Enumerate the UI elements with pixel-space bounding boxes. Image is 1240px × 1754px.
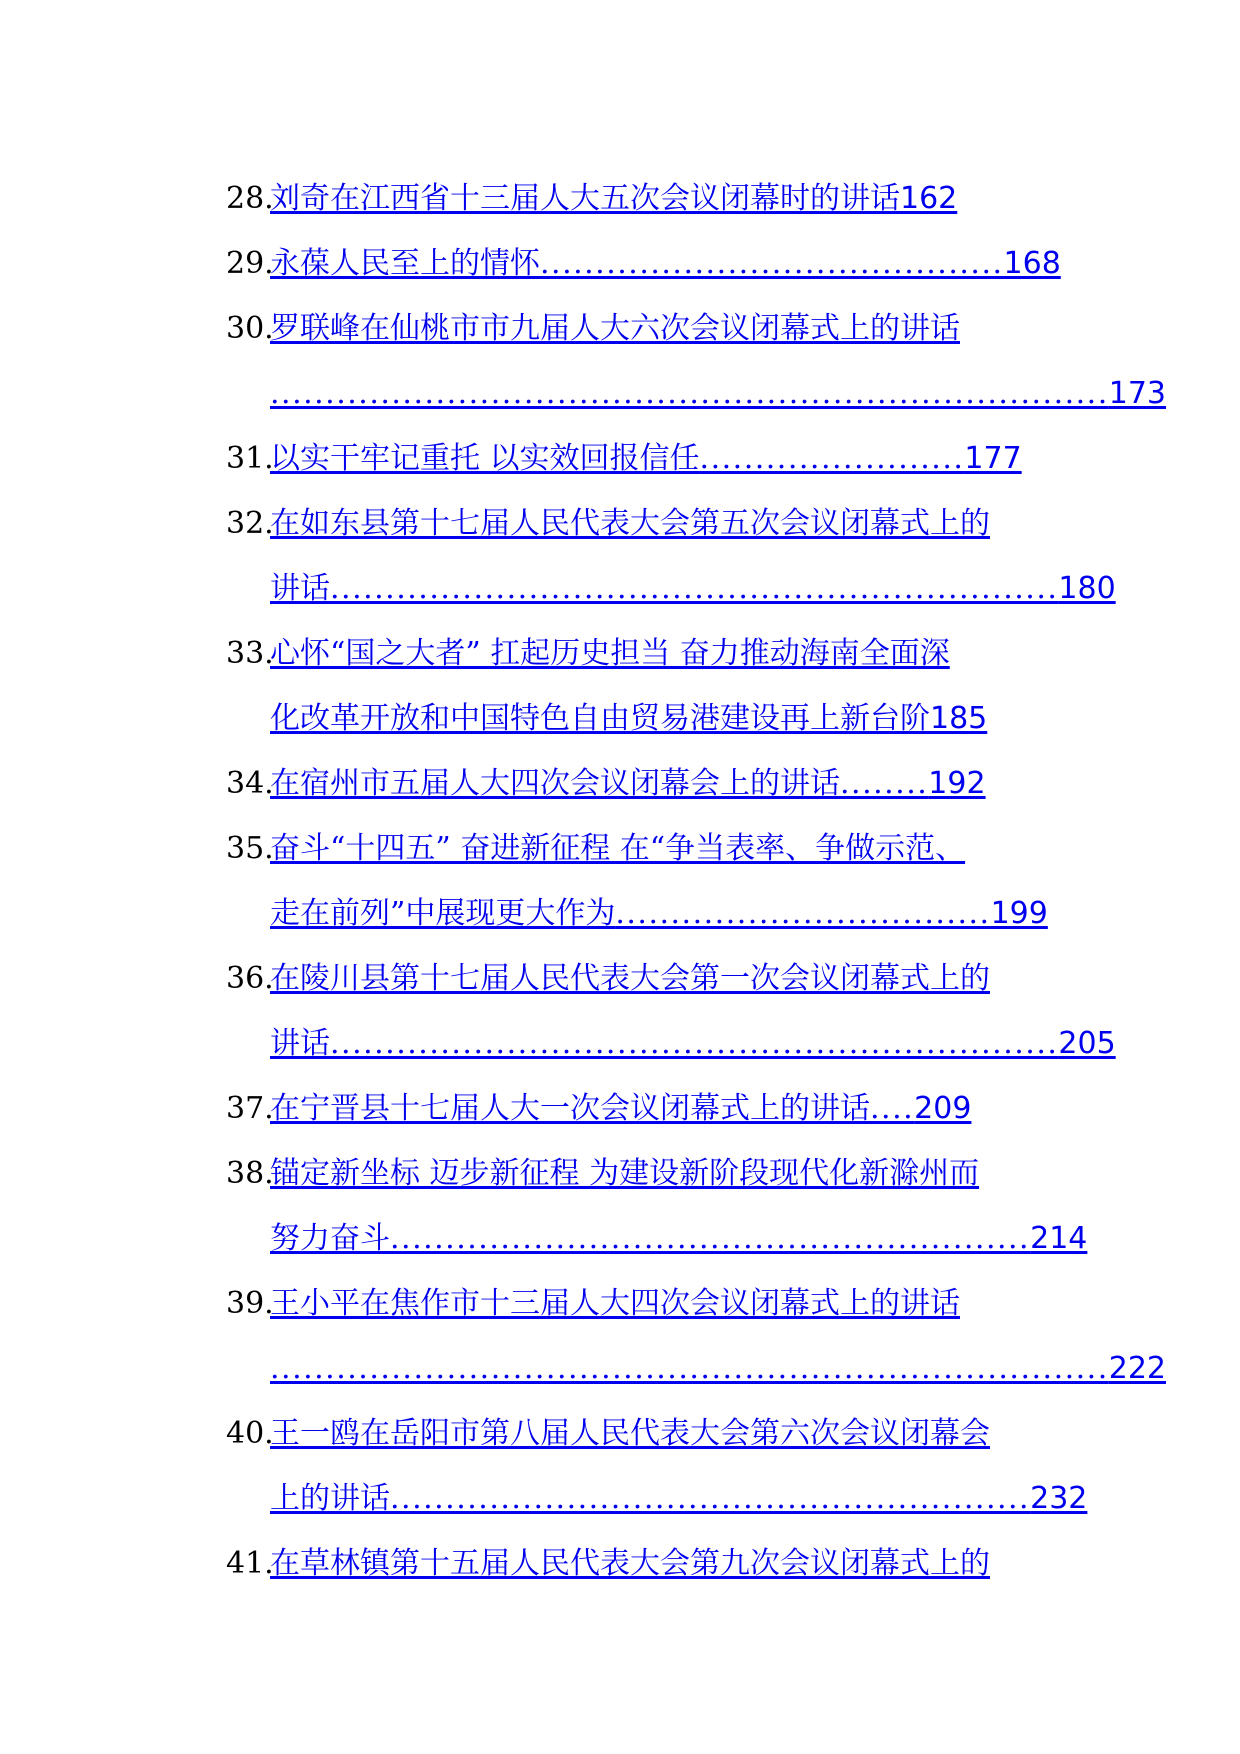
- toc-entry-number: 37.: [226, 1091, 274, 1126]
- toc-entry-number: 31.: [226, 441, 274, 476]
- toc-entry-link[interactable]: [270, 766, 986, 801]
- toc-entry-title: 刘奇在江西省十三届人大五次会议闭幕时的讲话: [270, 181, 900, 216]
- toc-page-number: 205: [1058, 1026, 1116, 1061]
- toc-entry-title: 王一鸥在岳阳市第八届人民代表大会第六次会议闭幕会: [270, 1416, 990, 1451]
- toc-dot-leader: ..................................: [615, 896, 991, 931]
- toc-entry-title: 在陵川县第十七届人民代表大会第一次会议闭幕式上的: [270, 961, 990, 996]
- toc-entry-number: 28.: [226, 181, 274, 216]
- toc-page-number: 168: [1003, 246, 1061, 281]
- toc-line: [226, 1271, 1146, 1336]
- toc-entry-link[interactable]: [270, 701, 987, 736]
- toc-page-number: 192: [928, 766, 986, 801]
- toc-dot-leader: ........: [840, 766, 929, 801]
- toc-dot-leader: ............................................................................: [270, 376, 1109, 411]
- toc-line: [226, 231, 1146, 296]
- toc-entry-link[interactable]: [270, 831, 965, 866]
- toc-entry-number: 36.: [226, 961, 274, 996]
- toc-line: [226, 166, 1146, 231]
- toc-entry-title: 上的讲话: [270, 1481, 390, 1516]
- toc-entry-link[interactable]: [270, 376, 1166, 411]
- toc-line: [226, 621, 1146, 686]
- toc-page-number: 232: [1030, 1481, 1088, 1516]
- toc-line: [226, 426, 1146, 491]
- toc-entry-title: 永葆人民至上的情怀: [270, 246, 540, 281]
- toc-page-number: 180: [1058, 571, 1116, 606]
- toc-entry-number: 41.: [226, 1546, 274, 1581]
- toc-line: [226, 361, 1167, 426]
- toc-entry-title: 讲话: [270, 1026, 330, 1061]
- toc-page-number: 214: [1030, 1221, 1088, 1256]
- toc-line: [226, 686, 1146, 751]
- toc-entry-title: 锚定新坐标 迈步新征程 为建设新阶段现代化新滁州而: [270, 1156, 980, 1191]
- toc-entry-link[interactable]: [270, 311, 960, 346]
- toc-entry-link[interactable]: [270, 1546, 990, 1581]
- toc-line: [226, 491, 1146, 556]
- toc-entry-link[interactable]: [270, 1221, 1087, 1256]
- toc-page-number: 199: [990, 896, 1048, 931]
- toc-dot-leader: ........................: [699, 441, 965, 476]
- toc-page-number: 177: [964, 441, 1022, 476]
- toc-dot-leader: ..........................................: [540, 246, 1004, 281]
- toc-page-number: 209: [914, 1091, 972, 1126]
- toc-dot-leader: ............................................................................: [270, 1351, 1109, 1386]
- toc-page-number: 222: [1108, 1351, 1167, 1386]
- toc-entry-link[interactable]: [270, 1156, 979, 1191]
- table-of-contents: [226, 166, 1167, 1596]
- toc-entry-number: 34.: [226, 766, 274, 801]
- toc-entry-link[interactable]: [270, 1351, 1166, 1386]
- toc-entry-link[interactable]: [270, 246, 1061, 281]
- toc-entry-link[interactable]: [270, 441, 1022, 476]
- toc-entry-title: 化改革开放和中国特色自由贸易港建设再上新台阶: [270, 701, 930, 736]
- toc-page-number: 173: [1108, 376, 1167, 411]
- toc-entry-number: 30.: [226, 311, 274, 346]
- toc-entry-title: 在宿州市五届人大四次会议闭幕会上的讲话: [270, 766, 840, 801]
- toc-line: [226, 816, 1146, 881]
- toc-line: [226, 1141, 1146, 1206]
- toc-entry-title: 心怀“国之大者” 扛起历史担当 奋力推动海南全面深: [270, 636, 950, 671]
- toc-line: [226, 556, 1146, 621]
- toc-entry-link[interactable]: [270, 896, 1048, 931]
- toc-line: [226, 1531, 1146, 1596]
- toc-line: [226, 1336, 1167, 1401]
- toc-entry-number: 40.: [226, 1416, 274, 1451]
- toc-entry-link[interactable]: [270, 571, 1116, 606]
- toc-entry-title: 努力奋斗: [270, 1221, 390, 1256]
- toc-entry-title: 在草林镇第十五届人民代表大会第九次会议闭幕式上的: [270, 1546, 990, 1581]
- toc-line: [226, 881, 1146, 946]
- toc-line: [226, 1401, 1146, 1466]
- toc-entry-number: 38.: [226, 1156, 274, 1191]
- toc-line: [226, 751, 1146, 816]
- toc-line: [226, 946, 1146, 1011]
- toc-entry-title: 走在前列”中展现更大作为: [270, 896, 616, 931]
- toc-dot-leader: ..........................................................: [390, 1221, 1031, 1256]
- toc-entry-number: 35.: [226, 831, 274, 866]
- toc-entry-link[interactable]: [270, 1026, 1116, 1061]
- toc-entry-link[interactable]: [270, 1091, 971, 1126]
- toc-entry-title: 王小平在焦作市十三届人大四次会议闭幕式上的讲话: [270, 1286, 960, 1321]
- toc-entry-link[interactable]: [270, 1286, 960, 1321]
- toc-entry-number: 33.: [226, 636, 274, 671]
- toc-entry-number: 39.: [226, 1286, 274, 1321]
- toc-entry-link[interactable]: [270, 506, 990, 541]
- toc-dot-leader: ..................................................................: [330, 1026, 1059, 1061]
- toc-entry-link[interactable]: [270, 636, 950, 671]
- toc-dot-leader: ..................................................................: [330, 571, 1059, 606]
- toc-entry-title: 在宁晋县十七届人大一次会议闭幕式上的讲话: [270, 1091, 870, 1126]
- toc-entry-number: 29.: [226, 246, 274, 281]
- toc-entry-title: 罗联峰在仙桃市市九届人大六次会议闭幕式上的讲话: [270, 311, 960, 346]
- toc-dot-leader: ....: [870, 1091, 915, 1126]
- toc-line: [226, 1011, 1146, 1076]
- toc-entry-link[interactable]: [270, 181, 957, 216]
- toc-line: [226, 1076, 1146, 1141]
- toc-entry-link[interactable]: [270, 1481, 1087, 1516]
- toc-line: [226, 296, 1146, 361]
- toc-entry-title: 以实干牢记重托 以实效回报信任: [270, 441, 700, 476]
- toc-entry-title: 奋斗“十四五” 奋进新征程 在“争当表率、争做示范、: [270, 831, 966, 866]
- toc-page-number: 185: [930, 701, 988, 736]
- toc-entry-title: 在如东县第十七届人民代表大会第五次会议闭幕式上的: [270, 506, 990, 541]
- toc-entry-number: 32.: [226, 506, 274, 541]
- toc-line: [226, 1466, 1146, 1531]
- toc-page-number: 162: [900, 181, 958, 216]
- toc-entry-link[interactable]: [270, 961, 990, 996]
- toc-line: [226, 1206, 1146, 1271]
- toc-entry-title: 讲话: [270, 571, 330, 606]
- toc-entry-link[interactable]: [270, 1416, 990, 1451]
- toc-dot-leader: ..........................................................: [390, 1481, 1031, 1516]
